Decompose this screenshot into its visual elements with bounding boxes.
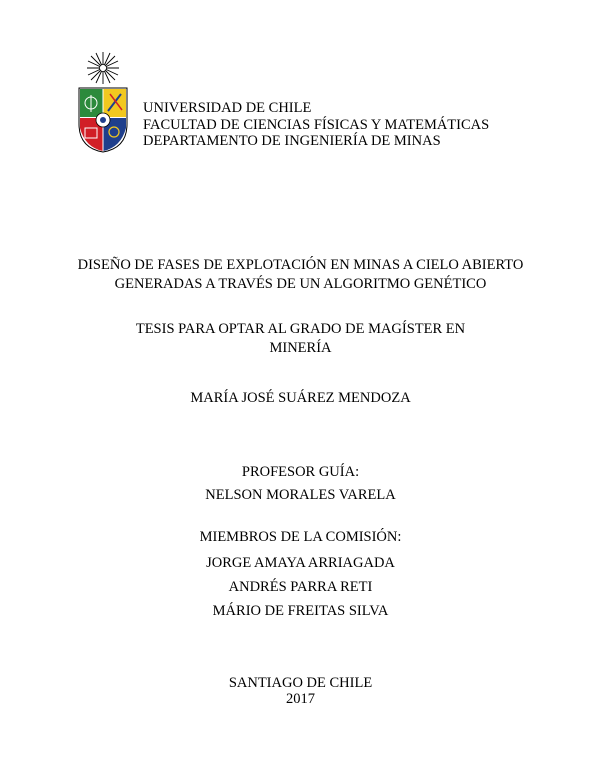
- year: 2017: [286, 691, 315, 707]
- thesis-degree: [0, 320, 601, 358]
- committee-members: [0, 551, 601, 623]
- degree-line: MINERÍA: [269, 340, 332, 356]
- advisor-label: PROFESOR GUÍA:: [241, 464, 360, 480]
- thesis-title-line: GENERADAS A TRAVÉS DE UN ALGORITMO GENÉTICO: [114, 276, 487, 292]
- university-coat-of-arms-icon: [77, 50, 129, 154]
- committee-label: MIEMBROS DE LA COMISIÓN:: [199, 529, 402, 545]
- author-name: MARÍA JOSÉ SUÁREZ MENDOZA: [190, 390, 411, 406]
- faculty-name: FACULTAD DE CIENCIAS FÍSICAS Y MATEMÁTICAS: [143, 116, 490, 133]
- degree-line: TESIS PARA OPTAR AL GRADO DE MAGÍSTER EN: [135, 321, 466, 337]
- committee-member: JORGE AMAYA ARRIAGADA: [206, 555, 395, 571]
- committee-member: ANDRÉS PARRA RETI: [228, 579, 373, 595]
- committee-member: MÁRIO DE FREITAS SILVA: [212, 603, 389, 619]
- place: SANTIAGO DE CHILE: [228, 675, 373, 691]
- shield-icon: [79, 88, 127, 152]
- institution-header: [143, 100, 489, 150]
- advisor-name: NELSON MORALES VARELA: [205, 487, 396, 503]
- department-name: DEPARTAMENTO DE INGENIERÍA DE MINAS: [143, 133, 441, 149]
- university-name: UNIVERSIDAD DE CHILE: [143, 100, 312, 116]
- thesis-title: [0, 256, 601, 294]
- thesis-title-line: DISEÑO DE FASES DE EXPLOTACIÓN EN MINAS A CIELO ABIERTO: [77, 257, 524, 273]
